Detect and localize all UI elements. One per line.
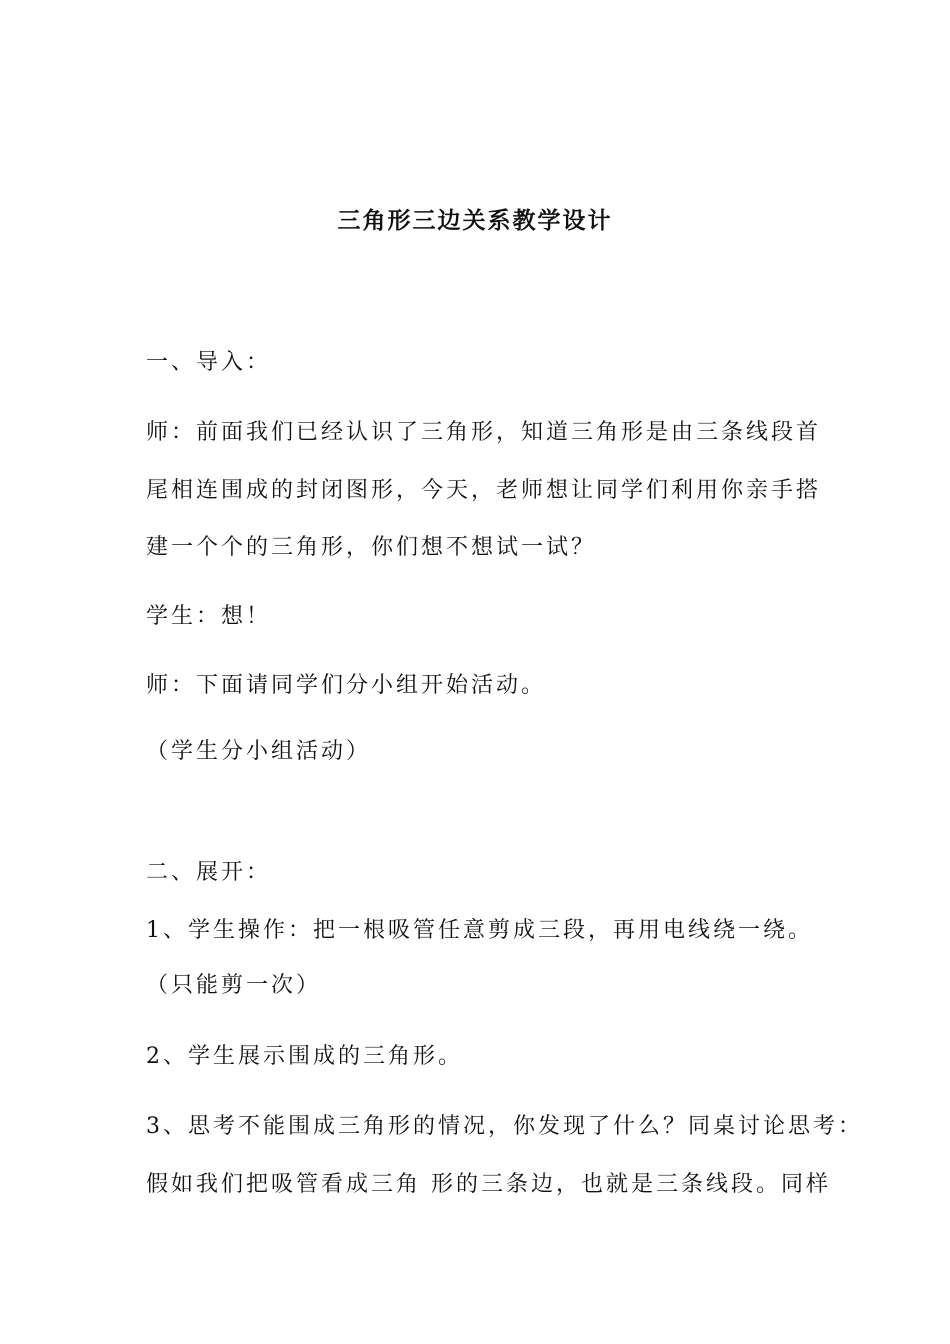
paragraph-line: 尾相连围成的封闭图形，今天，老师想让同学们利用你亲手搭 (146, 478, 822, 503)
paragraph-line: 建一个个的三角形，你们想不想试一试？ (146, 535, 597, 560)
paragraph-line: 假如我们把吸管看成三角 形的三条边，也就是三条线段。同样 (146, 1172, 831, 1197)
paragraph-line: 2、学生展示围成的三角形。 (146, 1044, 463, 1069)
paragraph-line: 1、学生操作：把一根吸管任意剪成三段，再用电线绕一绕。 (146, 918, 813, 943)
paragraph-line: （学生分小组活动） (146, 739, 372, 764)
paragraph-line: （只能剪一次） (146, 973, 322, 998)
section-heading-intro: 一、导入： (146, 350, 272, 375)
paragraph-line: 3、思考不能围成三角形的情况，你发现了什么？同桌讨论思考： (146, 1114, 863, 1139)
section-heading-expand: 二、展开： (146, 860, 272, 885)
paragraph-line: 学生：想！ (146, 604, 272, 629)
document-title: 三角形三边关系教学设计 (337, 207, 613, 234)
paragraph-line: 师：下面请同学们分小组开始活动。 (146, 673, 547, 698)
paragraph-line: 师：前面我们已经认识了三角形，知道三角形是由三条线段首 (146, 420, 822, 445)
